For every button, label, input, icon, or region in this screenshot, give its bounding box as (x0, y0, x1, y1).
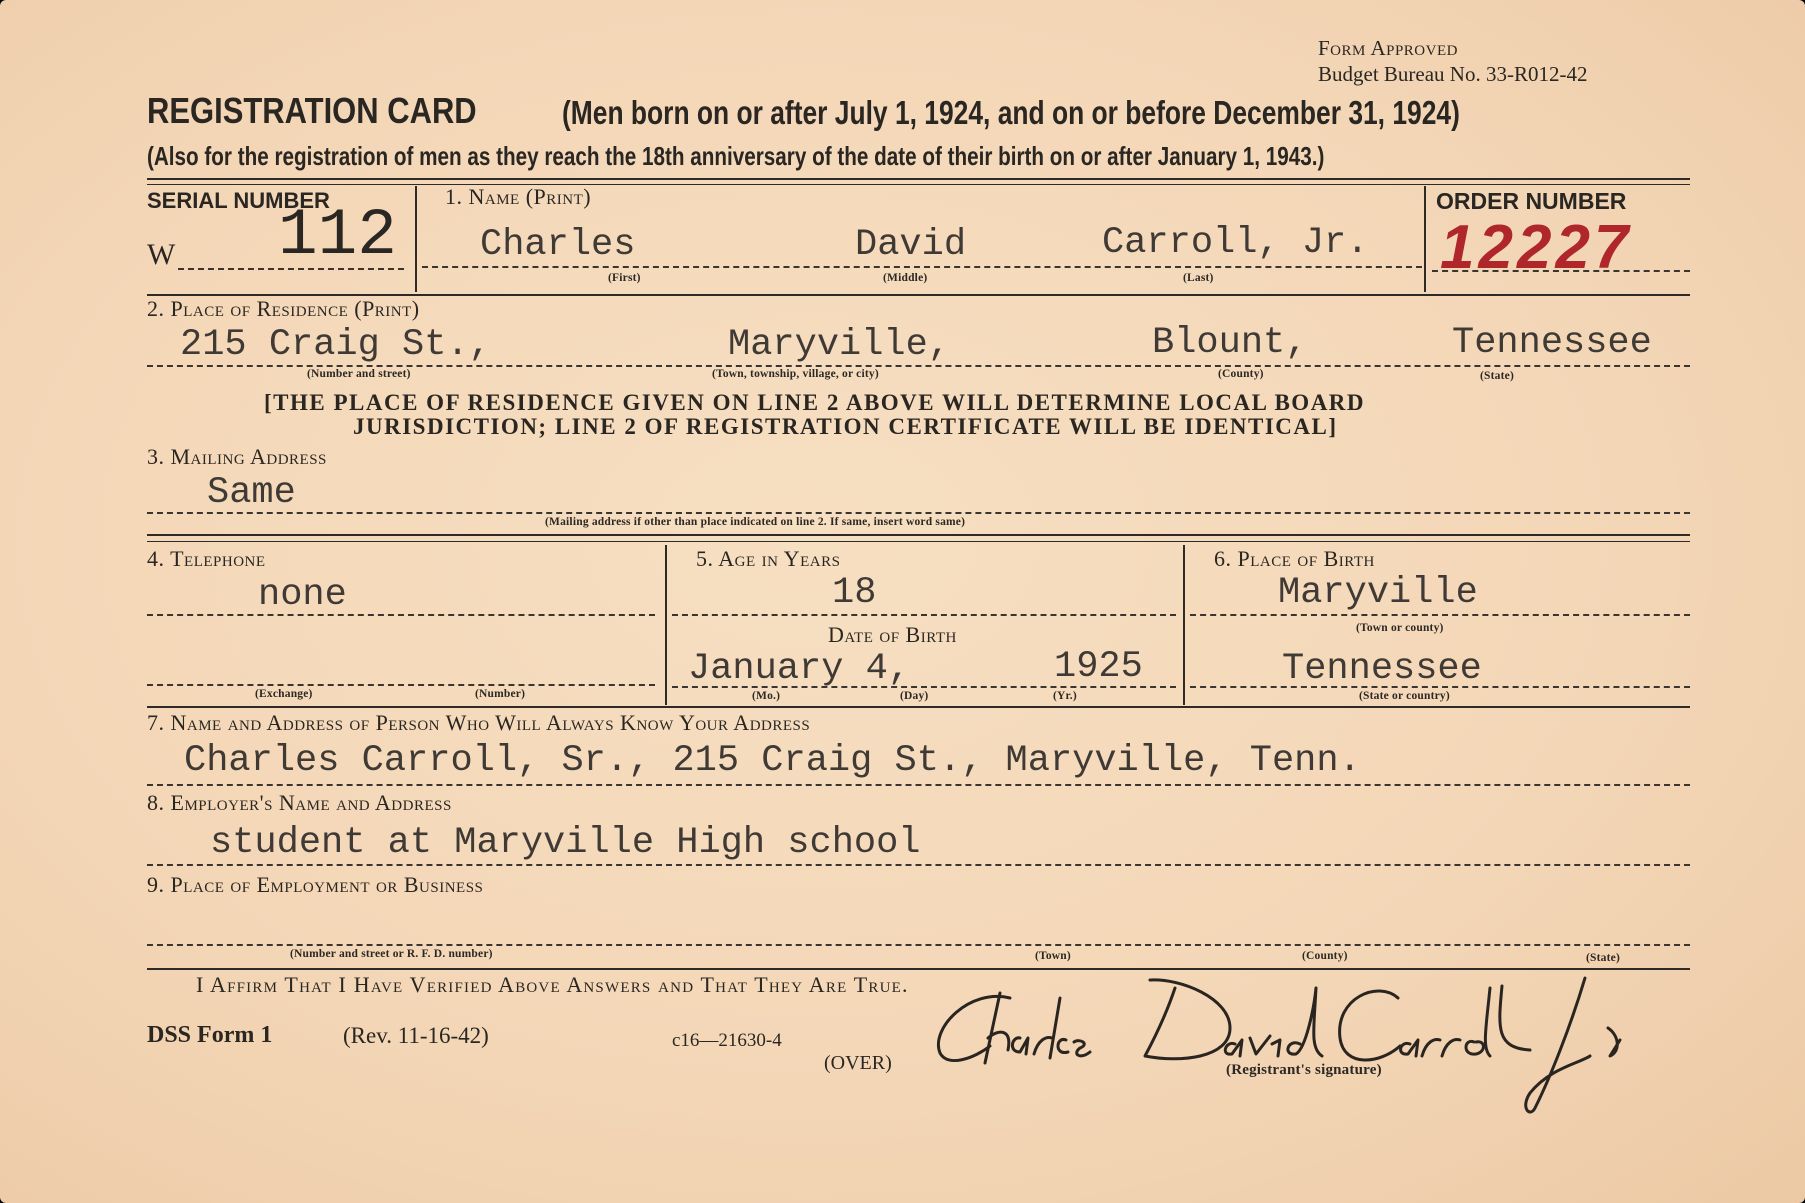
dob-line (672, 686, 1176, 688)
name-label: 1. Name (Print) (445, 184, 592, 209)
dob-label: Date of Birth (828, 622, 957, 647)
middle-name: David (855, 224, 967, 266)
rule-after-mailing-2 (147, 541, 1690, 542)
number-caption: (Number) (475, 688, 526, 700)
residence-notice-line1: [THE PLACE OF RESIDENCE GIVEN ON LINE 2 ABOVE WILL DETERMINE LOCAL BOARD (264, 390, 1366, 415)
residence-street: 215 Craig St., (180, 324, 491, 366)
employer-value: student at Maryville High school (210, 822, 921, 864)
mailing-caption: (Mailing address if other than place indicated on line 2. If same, insert word same) (545, 516, 966, 528)
telephone-label: 4. Telephone (147, 546, 266, 571)
form-approved: Form Approved (1318, 36, 1458, 60)
form-revision: (Rev. 11-16-42) (343, 1023, 489, 1048)
residence-label: 2. Place of Residence (Print) (147, 296, 420, 321)
employment-state-caption: (State) (1586, 952, 1620, 964)
birthplace-town-caption: (Town or county) (1356, 622, 1444, 634)
name-line (422, 266, 1422, 268)
residence-street-caption: (Number and street) (307, 368, 411, 380)
rule-after-mailing (147, 534, 1690, 536)
middle-caption: (Middle) (883, 272, 928, 284)
employer-line (147, 864, 1690, 866)
card-subline: (Also for the registration of men as they reach the 18th anniversary of the date of their birth on or after January 1, 1943.) (147, 141, 1325, 171)
form-code: c16—21630-4 (672, 1030, 782, 1051)
mailing-line (147, 512, 1690, 514)
contact-value: Charles Carroll, Sr., 215 Craig St., Maryville, Tenn. (184, 740, 1361, 782)
dob-day-caption: (Day) (900, 690, 929, 702)
header-rule-2 (147, 184, 1690, 185)
serial-number-value: 112 (278, 198, 397, 273)
birthplace-state-line (1190, 686, 1690, 688)
dob-year-caption: (Yr.) (1053, 690, 1077, 702)
form-id: DSS Form 1 (147, 1022, 273, 1048)
residence-line (147, 365, 1690, 367)
age-divider (1183, 545, 1185, 705)
order-line (1432, 270, 1690, 272)
contact-label: 7. Name and Address of Person Who Will Always Know Your Address (147, 710, 811, 735)
serial-divider (415, 186, 417, 292)
residence-state: Tennessee (1452, 322, 1652, 364)
birthplace-state-caption: (State or country) (1359, 690, 1450, 702)
header-rule (147, 178, 1690, 180)
rule-after-birth (147, 706, 1690, 708)
employment-label: 9. Place of Employment or Business (147, 872, 484, 897)
residence-county-caption: (County) (1218, 368, 1264, 380)
order-number-value: 12227 (1440, 213, 1633, 282)
first-caption: (First) (608, 272, 641, 284)
dob-month-caption: (Mo.) (752, 690, 781, 702)
residence-state-caption: (State) (1480, 370, 1514, 382)
birthplace-label: 6. Place of Birth (1214, 546, 1375, 571)
affirmation: I Affirm That I Have Verified Above Answers and That They Are True. (196, 972, 909, 997)
telephone-line-2 (147, 684, 655, 686)
residence-county: Blount, (1152, 322, 1308, 364)
telephone-line-1 (147, 614, 655, 616)
card-title: REGISTRATION CARD (147, 90, 477, 131)
mailing-label: 3. Mailing Address (147, 444, 327, 469)
over-note: (OVER) (824, 1052, 892, 1074)
employer-label: 8. Employer's Name and Address (147, 790, 452, 815)
serial-prefix: W (147, 238, 176, 271)
age-line (672, 614, 1176, 616)
signature-caption: (Registrant's signature) (1226, 1062, 1382, 1078)
last-caption: (Last) (1183, 272, 1214, 284)
last-name: Carroll, Jr. (1102, 222, 1369, 264)
exchange-caption: (Exchange) (255, 688, 313, 700)
registrant-signature (930, 968, 1780, 1118)
employment-town-caption: (Town) (1035, 950, 1071, 962)
age-value: 18 (832, 572, 877, 614)
contact-line (147, 784, 1690, 786)
birthplace-town: Maryville (1278, 572, 1478, 614)
residence-town-caption: (Town, township, village, or city) (712, 368, 879, 380)
dob-year: 1925 (1054, 646, 1143, 688)
employment-county-caption: (County) (1302, 950, 1348, 962)
serial-line (178, 268, 404, 270)
employment-street-caption: (Number and street or R. F. D. number) (290, 948, 493, 960)
age-label: 5. Age in Years (696, 546, 841, 571)
dob-month-day: January 4, (688, 648, 911, 690)
budget-bureau-number: Budget Bureau No. 33-R012-42 (1318, 62, 1588, 86)
birthplace-town-line (1190, 614, 1690, 616)
order-divider (1424, 186, 1426, 292)
first-name: Charles (480, 224, 636, 266)
telephone-divider (665, 545, 667, 705)
mailing-value: Same (207, 472, 296, 514)
birthplace-state: Tennessee (1282, 648, 1482, 690)
residence-town: Maryville, (728, 324, 951, 366)
residence-notice-line2: JURISDICTION; LINE 2 OF REGISTRATION CERTIFICATE WILL BE IDENTICAL] (353, 414, 1338, 439)
telephone-value: none (258, 574, 347, 616)
serial-number-label: SERIAL NUMBER (147, 188, 330, 213)
employment-line (147, 944, 1690, 946)
order-number-label: ORDER NUMBER (1436, 188, 1627, 214)
card-title-subtitle: (Men born on or after July 1, 1924, and on or before December 31, 1924) (562, 94, 1460, 131)
